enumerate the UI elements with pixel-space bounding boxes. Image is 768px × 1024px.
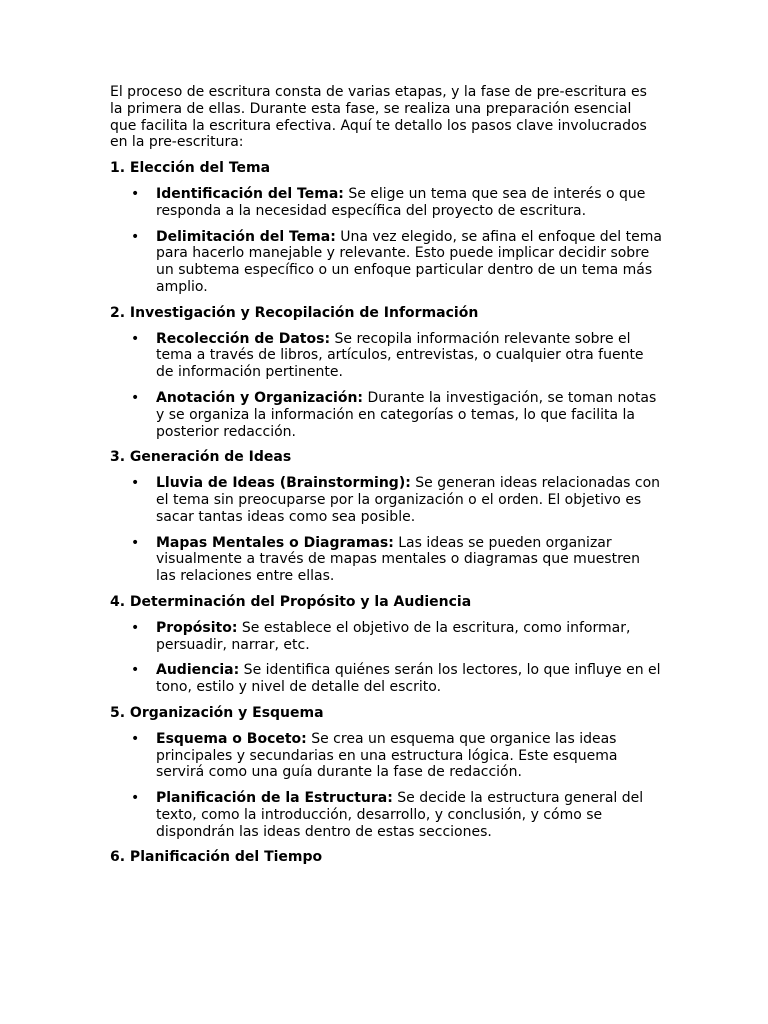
section-4 bbox=[110, 594, 662, 696]
item-text: Se generan ideas relacionadas con el tema sin preocuparse por la organización o el orden. El objetivo es sacar tantas ideas como sea posible. bbox=[156, 475, 661, 525]
item-term: Planificación de la Estructura: bbox=[156, 790, 393, 807]
document-page bbox=[110, 84, 662, 875]
item-term: Audiencia: bbox=[156, 662, 240, 679]
bullet-icon: • bbox=[131, 662, 140, 679]
bullet-icon: • bbox=[131, 730, 140, 747]
list-item bbox=[110, 475, 662, 525]
bullet-list bbox=[110, 331, 662, 441]
list-item bbox=[110, 331, 662, 381]
bullet-list bbox=[110, 186, 662, 296]
bullet-icon: • bbox=[131, 790, 140, 807]
item-term: Lluvia de Ideas (Brainstorming): bbox=[156, 475, 411, 492]
section-title: 5. Organización y Esquema bbox=[110, 704, 324, 721]
bullet-icon: • bbox=[131, 534, 140, 551]
item-term: Propósito: bbox=[156, 619, 238, 636]
bullet-icon: • bbox=[131, 619, 140, 636]
item-text: Las ideas se pueden organizar visualmente a través de mapas mentales o diagramas que muestren las relaciones entre ellas. bbox=[156, 534, 641, 585]
item-text: Se identifica quiénes serán los lectores, lo que influye en el tono, estilo y nivel de detalle del escrito. bbox=[156, 662, 661, 696]
bullet-list bbox=[110, 475, 662, 585]
item-text: Se elige un tema que sea de interés o que responda a la necesidad específica del proyecto de escritura. bbox=[156, 185, 646, 219]
item-text: Se establece el objetivo de la escritura, como informar, persuadir, narrar, etc. bbox=[156, 619, 631, 653]
list-item bbox=[110, 186, 662, 220]
section-title: 6. Planificación del Tiempo bbox=[110, 849, 323, 866]
list-item bbox=[110, 535, 662, 585]
item-term: Delimitación del Tema: bbox=[156, 228, 336, 245]
list-item bbox=[110, 229, 662, 296]
bullet-icon: • bbox=[131, 389, 140, 406]
section-title: 2. Investigación y Recopilación de Información bbox=[110, 304, 479, 321]
intro-paragraph: El proceso de escritura consta de varias etapas, y la fase de pre-escritura es la primera de ellas. Durante esta fase, se realiza una preparación esencial que facilita la escritura efectiva. Aquí te detallo los pasos clave involucrados en la pre-escritura: bbox=[110, 84, 647, 151]
list-item bbox=[110, 731, 662, 781]
item-text: Se decide la estructura general del texto, como la introducción, desarrollo, y conclusión, y cómo se dispondrán las ideas dentro de estas secciones. bbox=[156, 790, 644, 840]
item-term: Recolección de Datos: bbox=[156, 330, 331, 347]
item-text: Una vez elegido, se afina el enfoque del tema para hacerlo manejable y relevante. Esto puede implicar decidir sobre un subtema específico o un enfoque particular dentro de un tema más amplio. bbox=[156, 228, 662, 295]
item-text: Se crea un esquema que organice las ideas principales y secundarias en una estructura lógica. Este esquema servirá como una guía durante la fase de redacción. bbox=[156, 730, 618, 781]
item-term: Mapas Mentales o Diagramas: bbox=[156, 534, 394, 551]
list-item bbox=[110, 662, 662, 696]
bullet-icon: • bbox=[131, 330, 140, 347]
section-6 bbox=[110, 849, 662, 866]
section-1 bbox=[110, 160, 662, 296]
list-item bbox=[110, 620, 662, 654]
section-2 bbox=[110, 305, 662, 441]
section-5 bbox=[110, 705, 662, 841]
section-title: 4. Determinación del Propósito y la Audiencia bbox=[110, 593, 472, 610]
item-text: Durante la investigación, se toman notas y se organiza la información en categorías o temas, lo que facilita la posterior redacción. bbox=[156, 389, 657, 440]
bullet-list bbox=[110, 620, 662, 696]
bullet-icon: • bbox=[131, 228, 140, 245]
item-term: Esquema o Boceto: bbox=[156, 730, 307, 747]
bullet-icon: • bbox=[131, 475, 140, 492]
item-term: Identificación del Tema: bbox=[156, 185, 344, 202]
bullet-icon: • bbox=[131, 185, 140, 202]
section-title: 3. Generación de Ideas bbox=[110, 449, 292, 466]
list-item bbox=[110, 390, 662, 440]
item-text: Se recopila información relevante sobre el tema a través de libros, artículos, entrevistas, o cualquier otra fuente de información pertinente. bbox=[156, 330, 644, 381]
section-title: 1. Elección del Tema bbox=[110, 160, 271, 177]
item-term: Anotación y Organización: bbox=[156, 389, 364, 406]
section-3 bbox=[110, 449, 662, 585]
list-item bbox=[110, 790, 662, 840]
bullet-list bbox=[110, 731, 662, 841]
